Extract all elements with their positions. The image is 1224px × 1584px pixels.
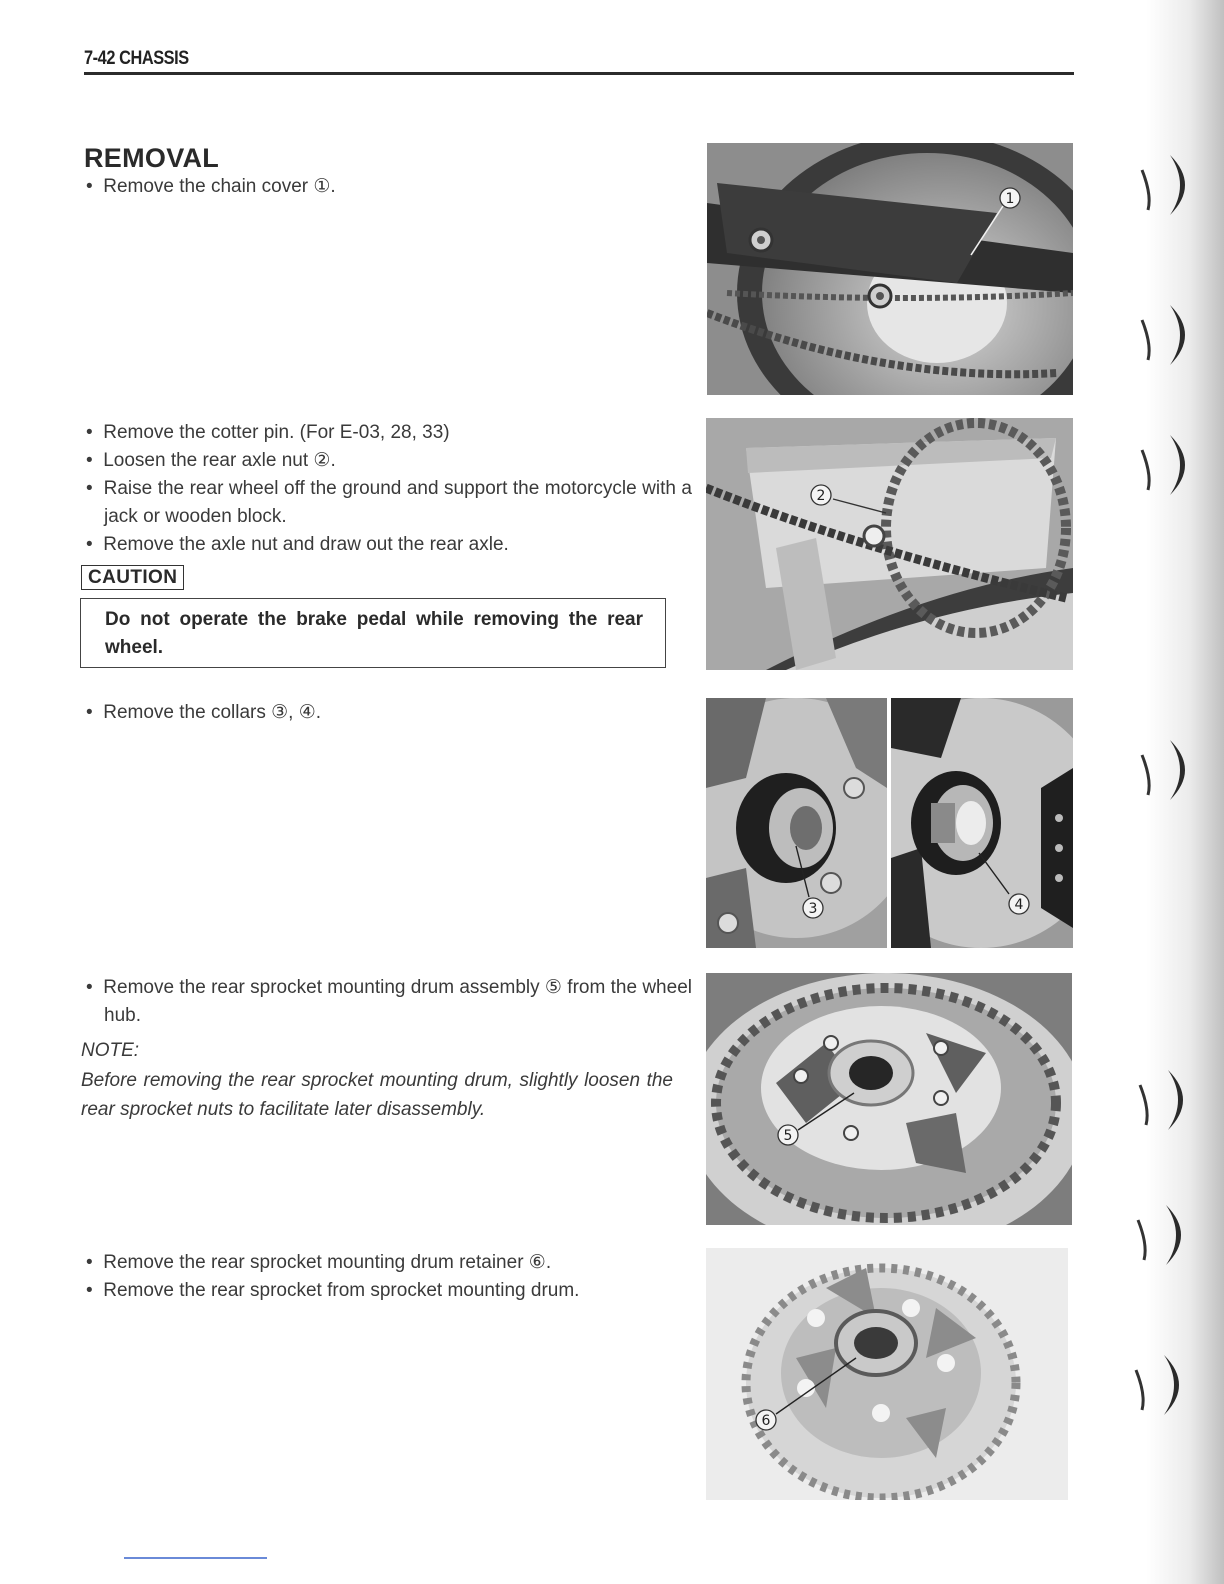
photo-drum-assembly [706,973,1072,1225]
header-rule [84,72,1074,75]
bullet-icon: • [86,1252,93,1273]
step-text: Remove the chain cover ①. [103,176,336,197]
footer-link-line [124,1557,267,1559]
callout-1-label: 1 [1005,191,1015,207]
bullet-icon: • [86,977,93,998]
caution-label: CAUTION [81,565,184,590]
step-text: Remove the axle nut and draw out the rear axle. [103,534,509,555]
step-loosen-axle-nut [86,447,694,475]
caution-box [80,598,666,668]
step-collars [86,699,694,727]
section-title: REMOVAL [84,143,220,173]
binding-tab-mark [1140,430,1200,500]
binding-tab-mark [1140,735,1200,805]
binding-tab-mark [1140,300,1200,370]
step-text: Remove the collars ③, ④. [103,702,322,723]
callout-5-label: 5 [783,1128,793,1144]
step-chain-cover [86,173,694,201]
binding-tab-mark [1140,150,1200,220]
step-text: Remove the rear sprocket from sprocket mounting drum. [103,1280,580,1301]
bullet-icon: • [86,450,93,471]
callout-2-label: 2 [816,488,826,504]
step-remove-sprocket [86,1277,694,1305]
page-header [84,46,1074,78]
callout-6-label: 6 [761,1413,771,1429]
step-raise-wheel [86,475,692,531]
callout-3-label: 3 [808,901,818,917]
photo-collar-right [891,698,1073,948]
photo-collar-left [706,698,887,948]
binding-tab-mark [1138,1065,1198,1135]
header-title: 7-42 CHASSIS [84,48,189,69]
callout-4-label: 4 [1014,897,1024,913]
bullet-icon: • [86,702,93,723]
step-text: Remove the rear sprocket mounting drum assembly ⑤ from the wheel hub. [103,977,692,1026]
step-text: Loosen the rear axle nut ②. [103,450,336,471]
step-text: Raise the rear wheel off the ground and support the motorcycle with a jack or wooden block. [103,478,692,527]
photo-chain-cover [707,143,1073,395]
binding-tab-mark [1136,1200,1196,1270]
bullet-icon: • [86,478,93,499]
caution-text: Do not operate the brake pedal while removing the rear wheel. [105,609,643,658]
step-drum-retainer [86,1249,694,1277]
bullet-icon: • [86,176,93,197]
bullet-icon: • [86,422,93,443]
note-text: Before removing the rear sprocket mounting drum, slightly loosen the rear sprocket nuts to facilitate later disassembly. [81,1070,673,1120]
step-draw-axle [86,531,694,559]
photo-drum-retainer [706,1248,1068,1500]
step-drum-assembly [86,974,692,1030]
note-label: NOTE: [81,1040,140,1061]
step-text: Remove the rear sprocket mounting drum retainer ⑥. [103,1252,552,1273]
binding-tab-mark [1134,1350,1194,1420]
photo-axle-nut [706,418,1073,670]
step-text: Remove the cotter pin. (For E-03, 28, 33) [103,422,450,443]
bullet-icon: • [86,1280,93,1301]
bullet-icon: • [86,534,93,555]
step-cotter-pin [86,419,694,447]
